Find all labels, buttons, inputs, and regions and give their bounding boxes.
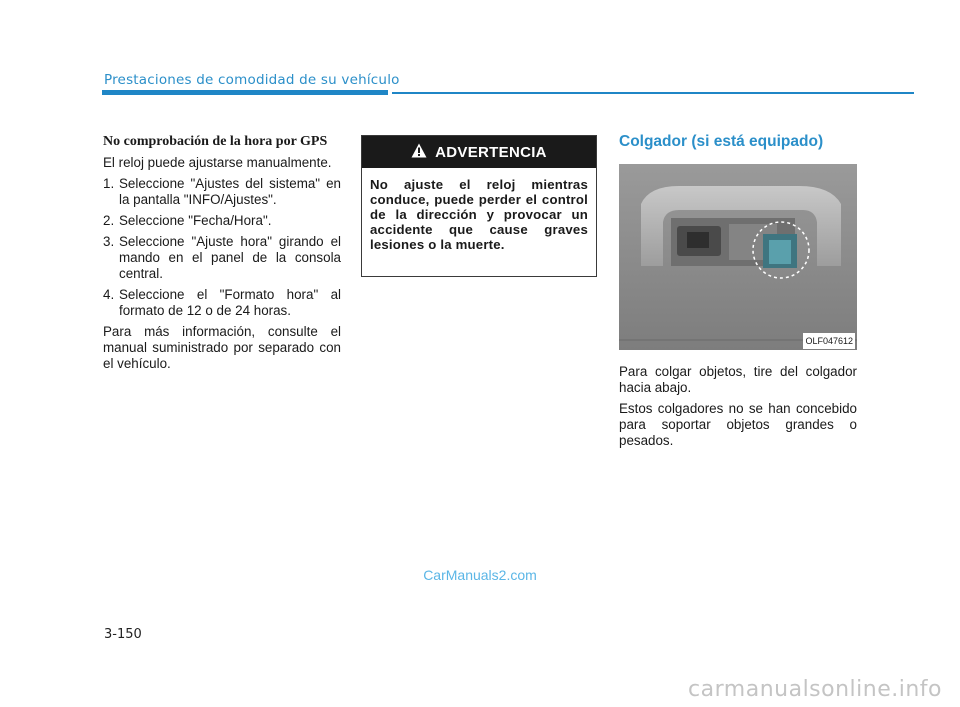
image-caption: OLF047612 (803, 333, 855, 349)
left-column (103, 134, 341, 377)
warning-triangle-icon (411, 143, 427, 162)
steps-list (103, 176, 341, 319)
step-item (103, 176, 341, 208)
page-number: 3-150 (104, 627, 142, 642)
header-rule-thin (392, 92, 914, 94)
step-item (103, 287, 341, 319)
warning-text: No ajuste el reloj mientras conduce, puede perder el control de la dirección y provocar un accidente que cause graves lesiones o la muerte. (370, 177, 588, 252)
step-number: 2. (103, 213, 115, 228)
intro-paragraph: El reloj puede ajustarse manualmente. (103, 155, 332, 170)
hanger-illustration (619, 164, 857, 350)
step-item (103, 234, 341, 282)
outro-paragraph: Para más información, consulte el manual suministrado por separado con el vehículo. (103, 324, 341, 371)
step-number: 1. (103, 176, 115, 191)
section-title: Colgador (si está equipado) (619, 133, 824, 150)
warning-box (361, 135, 597, 277)
warning-header (362, 136, 596, 168)
watermark-link[interactable]: CarManuals2.com (423, 567, 537, 583)
subheading: No comprobación de la hora por GPS (103, 134, 328, 149)
right-body (619, 364, 857, 449)
header-rule-thick (102, 90, 388, 95)
step-text: Seleccione "Ajuste hora" girando el mando en el panel de la consola central. (119, 234, 341, 281)
right-column (619, 134, 857, 454)
step-number: 4. (103, 287, 115, 302)
body-paragraph: Estos colgadores no se han concebido para soportar objetos grandes o pesados. (619, 401, 857, 448)
step-number: 3. (103, 234, 115, 249)
body-paragraph: Para colgar objetos, tire del colgador hacia abajo. (619, 364, 857, 395)
step-text: Seleccione "Fecha/Hora". (119, 213, 272, 228)
step-text: Seleccione el "Formato hora" al formato de 12 o de 24 horas. (119, 287, 341, 318)
section-header-title: Prestaciones de comodidad de su vehículo (104, 72, 400, 88)
warning-title: ADVERTENCIA (435, 143, 547, 161)
step-text: Seleccione "Ajustes del sistema" en la pantalla "INFO/Ajustes". (119, 176, 341, 207)
step-item (103, 213, 341, 229)
footer-watermark: carmanualsonline.info (688, 677, 942, 702)
hanger-photo (619, 164, 857, 350)
